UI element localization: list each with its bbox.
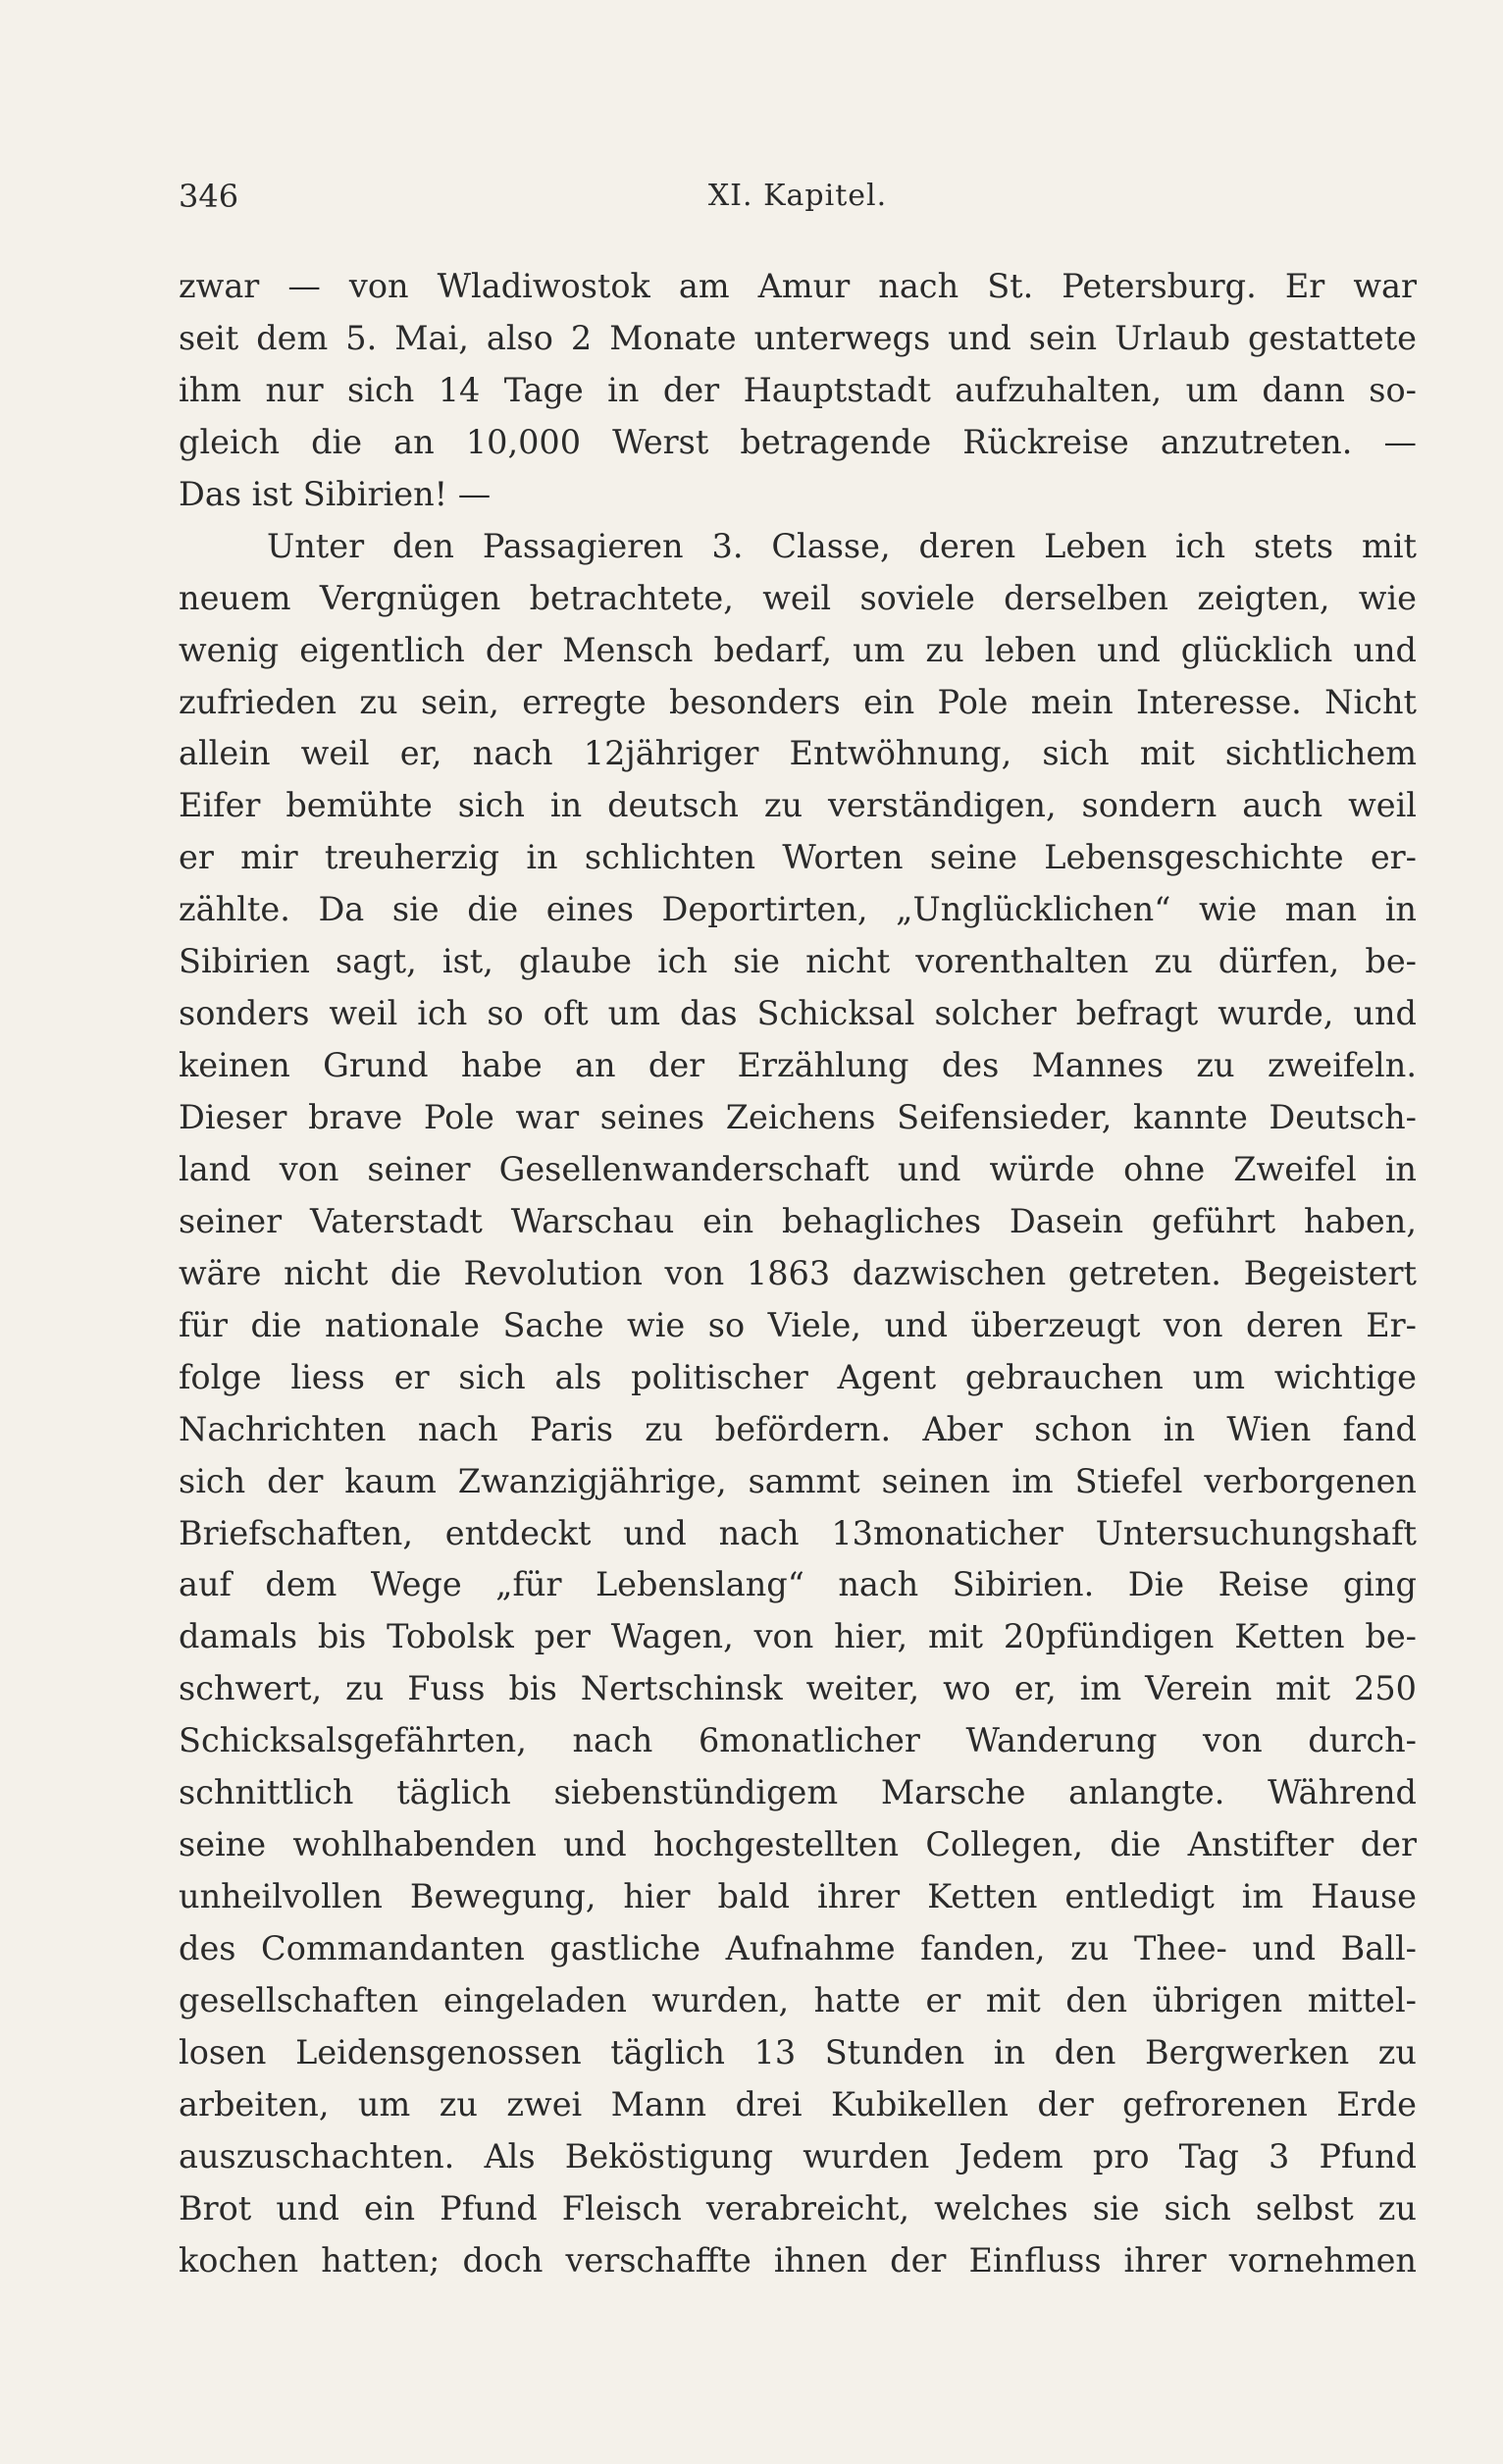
text-line: seit dem 5. Mai, also 2 Monate unterwegs und sein Urlaub gestattete — [179, 318, 1417, 357]
text-line: Brot und ein Pfund Fleisch verabreicht, welches sie sich selbst zu — [179, 2188, 1417, 2228]
text-line: kochen hatten; doch verschaffte ihnen der Einfluss ihrer vornehmen — [179, 2240, 1417, 2280]
text-line: neuem Vergnügen betrachtete, weil soviele derselben zeigten, wie — [179, 578, 1417, 617]
text-line: losen Leidensgenossen täglich 13 Stunden in den Bergwerken zu — [179, 2032, 1417, 2071]
text-line: Sibirien sagt, ist, glaube ich sie nicht vorenthalten zu dürfen, be- — [179, 942, 1417, 981]
text-line: Nachrichten nach Paris zu befördern. Aber schon in Wien fand — [179, 1409, 1417, 1448]
text-line: des Commandanten gastliche Aufnahme fanden, zu Thee- und Ball- — [179, 1929, 1417, 1967]
text-line: sonders weil ich so oft um das Schicksal solcher befragt wurde, und — [179, 994, 1417, 1033]
text-line: Unter den Passagieren 3. Classe, deren Leben ich stets mit — [267, 526, 1417, 565]
text-line: gleich die an 10,000 Werst betragende Rückreise anzutreten. — — [179, 422, 1417, 461]
text-line: für die nationale Sache wie so Viele, und überzeugt von deren Er- — [179, 1305, 1417, 1344]
text-line: gesellschaften eingeladen wurden, hatte er mit den übrigen mittel- — [179, 1980, 1417, 2019]
text-line: Dieser brave Pole war seines Zeichens Seifensieder, kannte Deutsch- — [179, 1098, 1417, 1136]
text-line: zufrieden zu sein, erregte besonders ein Pole mein Interesse. Nicht — [179, 682, 1417, 721]
text-line: seine wohlhabenden und hochgestellten Collegen, die Anstifter der — [179, 1825, 1417, 1864]
text-line: schwert, zu Fuss bis Nertschinsk weiter, wo er, im Verein mit 250 — [179, 1669, 1417, 1708]
text-line: Schicksalsgefährten, nach 6monatlicher Wanderung von durch- — [179, 1721, 1417, 1760]
text-line: zwar — von Wladiwostok am Amur nach St. Petersburg. Er war — [179, 267, 1417, 305]
text-line: ihm nur sich 14 Tage in der Hauptstadt aufzuhalten, um dann so- — [179, 370, 1417, 409]
running-head: XI. Kapitel. — [707, 179, 888, 213]
text-line: wäre nicht die Revolution von 1863 dazwischen getreten. Begeistert — [179, 1253, 1417, 1292]
text-line: Briefschaften, entdeckt und nach 13monaticher Untersuchungshaft — [179, 1513, 1417, 1552]
body-text — [179, 261, 1417, 2287]
text-line: keinen Grund habe an der Erzählung des Mannes zu zweifeln. — [179, 1046, 1417, 1085]
page-number: 346 — [179, 178, 239, 215]
text-line: zählte. Da sie die eines Deportirten, „Unglücklichen“ wie man in — [179, 890, 1417, 929]
page-header — [179, 173, 1417, 220]
text-line: schnittlich täglich siebenstündigem Marsche anlangte. Während — [179, 1773, 1417, 1812]
text-line: unheilvollen Bewegung, hier bald ihrer Ketten entledigt im Hause — [179, 1877, 1417, 1916]
text-line: land von seiner Gesellenwanderschaft und würde ohne Zweifel in — [179, 1149, 1417, 1188]
text-line: auszuschachten. Als Beköstigung wurden Jedem pro Tag 3 Pfund — [179, 2136, 1417, 2176]
text-line: Das ist Sibirien! — — [179, 474, 492, 513]
text-line: Eifer bemühte sich in deutsch zu verständigen, sondern auch weil — [179, 786, 1417, 825]
text-line: folge liess er sich als politischer Agent gebrauchen um wichtige — [179, 1357, 1417, 1396]
text-line: damals bis Tobolsk per Wagen, von hier, mit 20pfündigen Ketten be- — [179, 1617, 1417, 1656]
text-line: seiner Vaterstadt Warschau ein behagliches Dasein geführt haben, — [179, 1201, 1417, 1240]
text-line: allein weil er, nach 12jähriger Entwöhnung, sich mit sichtlichem — [179, 734, 1417, 773]
text-line: sich der kaum Zwanzigjährige, sammt seinen im Stiefel verborgenen — [179, 1461, 1417, 1500]
text-line: auf dem Wege „für Lebenslang“ nach Sibirien. Die Reise ging — [179, 1565, 1417, 1604]
text-line: wenig eigentlich der Mensch bedarf, um zu leben und glücklich und — [179, 630, 1417, 669]
text-line: arbeiten, um zu zwei Mann drei Kubikellen der gefrorenen Erde — [179, 2084, 1417, 2123]
text-line: er mir treuherzig in schlichten Worten seine Lebensgeschichte er- — [179, 838, 1417, 877]
